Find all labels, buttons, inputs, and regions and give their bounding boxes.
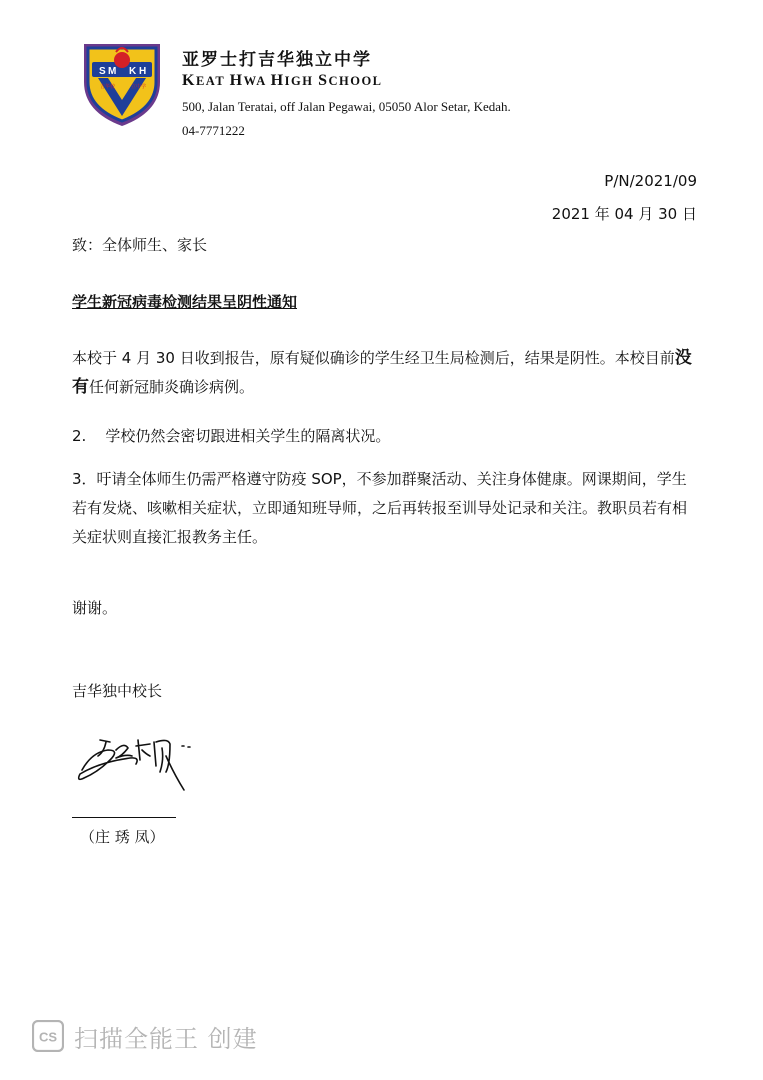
- school-name-english-part: S: [318, 72, 329, 89]
- signer-title: 吉华独中校长: [72, 682, 163, 700]
- school-name-chinese: 亚罗士打吉华独立中学: [182, 50, 372, 70]
- cs-icon-label: CS: [38, 1029, 58, 1045]
- scanner-watermark: [32, 1018, 258, 1054]
- logo-motto-right: 立中学: [131, 84, 147, 90]
- paragraph-1: [72, 344, 700, 402]
- logo-letter-h: H: [139, 66, 147, 77]
- school-name-english: [182, 72, 383, 90]
- paragraph-1-after: 任何新冠肺炎确诊病例。: [89, 378, 255, 396]
- school-name-english-part: K: [182, 72, 196, 89]
- school-phone: 04-7771222: [182, 123, 245, 138]
- closing-thanks: 谢谢。: [72, 599, 118, 617]
- logo-letter-m: M: [108, 66, 117, 77]
- letter-date: 2021 年 04 月 30 日: [551, 205, 697, 223]
- signature-line: [72, 817, 176, 818]
- reference-number: P/N/2021/09: [604, 172, 697, 190]
- paragraph-1-emphasis: 没有: [72, 348, 692, 397]
- paragraph-1-before: 本校于 4 月 30 日收到报告，原有疑似确诊的学生经卫生局检测后，结果是阴性。本校目前: [72, 349, 675, 367]
- school-name-english-part: H: [229, 72, 244, 89]
- logo-letter-k: K: [129, 66, 137, 77]
- school-address: 500, Jalan Teratai, off Jalan Pegawai, 05050 Alor Setar, Kedah.: [182, 99, 511, 114]
- school-logo: [78, 38, 166, 128]
- logo-letter-s: S: [99, 66, 106, 77]
- school-name-english-part: IGH: [284, 74, 319, 88]
- school-name-english-part: WA: [243, 74, 271, 88]
- logo-motto-left: 吉华校: [100, 84, 116, 90]
- handwritten-signature: [70, 712, 210, 797]
- recipient-line: 致：全体师生、家长: [72, 236, 208, 254]
- school-name-english-part: H: [270, 72, 285, 89]
- school-name-english-part: CHOOL: [328, 74, 383, 88]
- cs-scanner-icon: [32, 1020, 64, 1052]
- school-name-english-part: EAT: [195, 74, 230, 88]
- watermark-text: 扫描全能王 创建: [74, 1024, 258, 1053]
- paragraph-3: 3．吁请全体师生仍需严格遵守防疫 SOP，不参加群聚活动、关注身体健康。网课期间，学生若有发烧、咳嗽相关症状，立即通知班导师，之后再转报至训导处记录和关注。教职员若有相关症状则直接汇报教务主任。: [72, 470, 688, 546]
- paragraph-2: 2. 学校仍然会密切跟进相关学生的隔离状况。: [72, 427, 391, 445]
- letter-subject: 学生新冠病毒检测结果呈阴性通知: [72, 293, 298, 311]
- signer-name: （庄 琇 凤）: [80, 828, 165, 846]
